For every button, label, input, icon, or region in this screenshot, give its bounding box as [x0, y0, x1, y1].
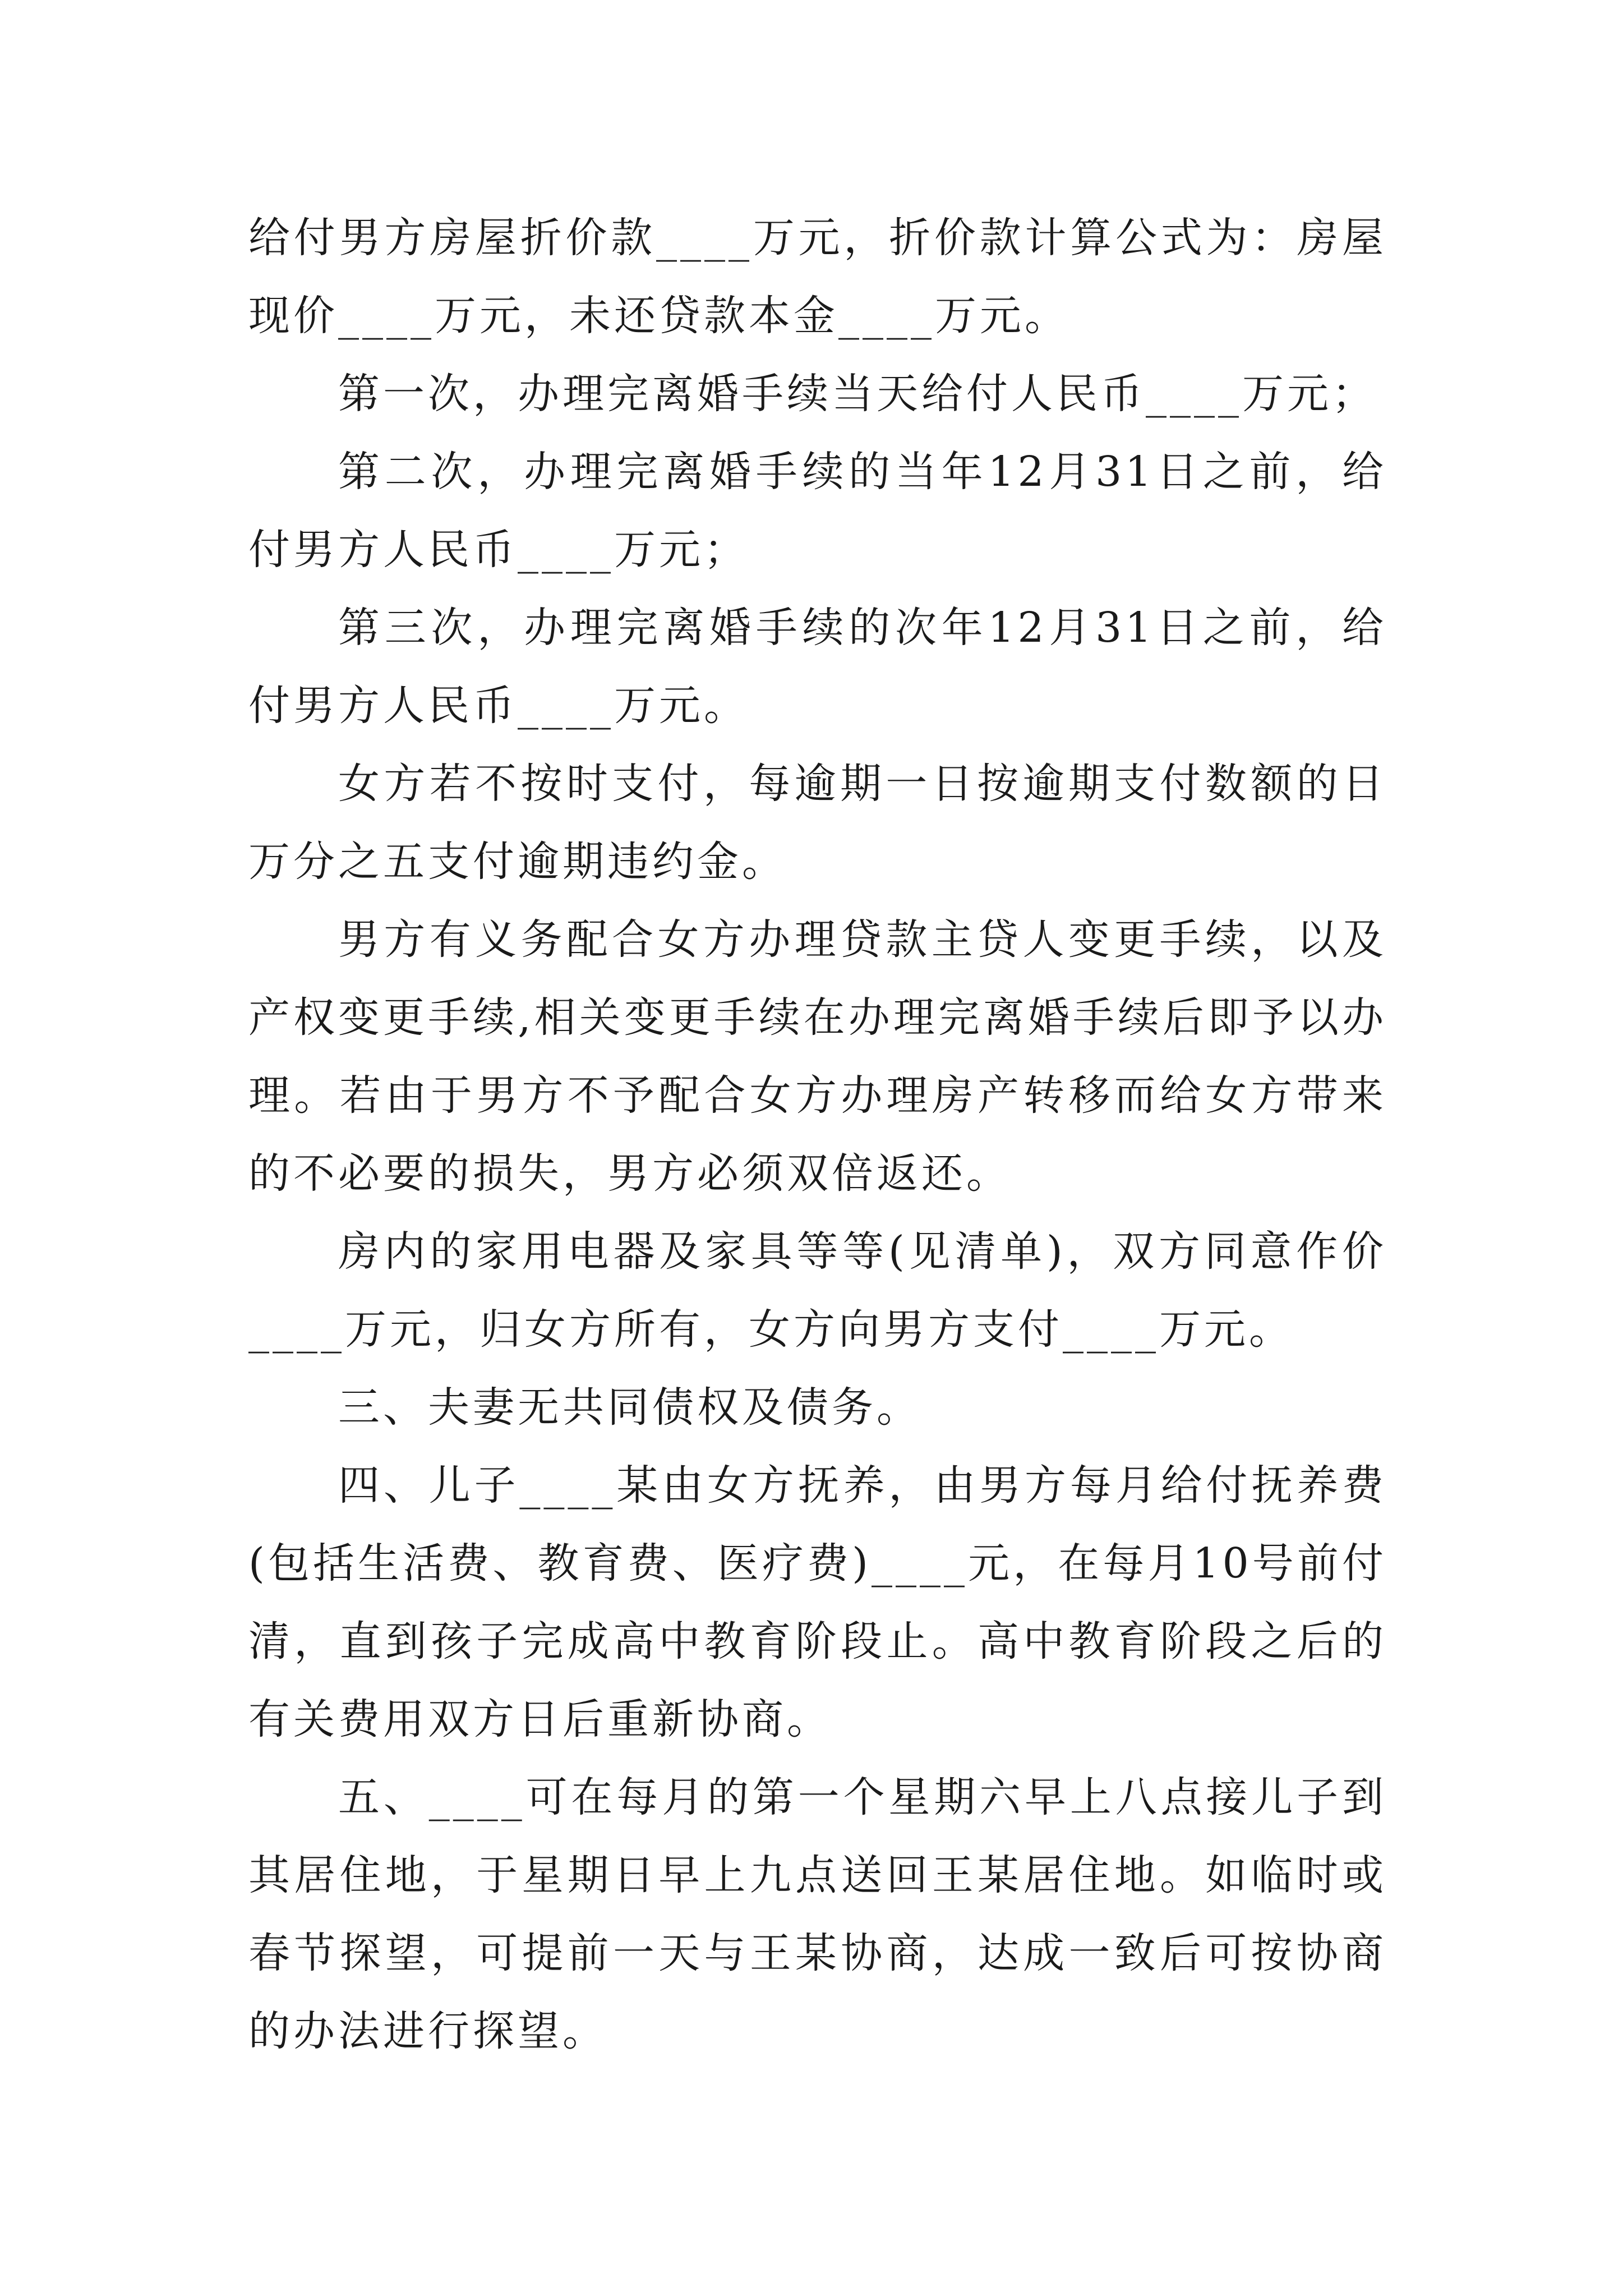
paragraph-third-payment: 第三次，办理完离婚手续的次年12月31日之前，给付男方人民币____万元。: [248, 604, 1387, 730]
paragraph-clause-three: 三、夫妻无共同债权及债务。: [338, 1383, 921, 1432]
paragraph-second-payment: 第二次，办理完离婚手续的当年12月31日之前，给付男方人民币____万元；: [248, 448, 1387, 574]
paragraph-furniture: 房内的家用电器及家具等等(见清单)，双方同意作价____万元，归女方所有，女方向男方支付____万元。: [248, 1227, 1387, 1354]
paragraph-first-payment: 第一次，办理完离婚手续当天给付人民币____万元；: [338, 370, 1377, 418]
paragraph-clause-five: 五、____可在每月的第一个星期六早上八点接儿子到其居住地，于星期日早上九点送回王某居住地。如临时或春节探望，可提前一天与王某协商，达成一致后可按协商的办法进行探望。: [248, 1773, 1387, 2055]
paragraph-late-penalty: 女方若不按时支付，每逾期一日按逾期支付数额的日万分之五支付逾期违约金。: [248, 760, 1387, 886]
paragraph-transfer-duty: 男方有义务配合女方办理贷款主贷人变更手续，以及产权变更手续,相关变更手续在办理完离婚手续后即予以办理。若由于男方不予配合女方办理房产转移而给女方带来的不必要的损失，男方必须双倍返还。: [248, 915, 1387, 1198]
paragraph-house-compensation: 给付男方房屋折价款____万元，折价款计算公式为：房屋现价____万元，未还贷款本金____万元。: [248, 214, 1387, 340]
document-body: [248, 199, 1387, 2070]
paragraph-clause-four: 四、儿子____某由女方抚养，由男方每月给付抚养费(包括生活费、教育费、医疗费)____元，在每月10号前付清，直到孩子完成高中教育阶段止。高中教育阶段之后的有关费用双方日后重新协商。: [248, 1461, 1387, 1743]
